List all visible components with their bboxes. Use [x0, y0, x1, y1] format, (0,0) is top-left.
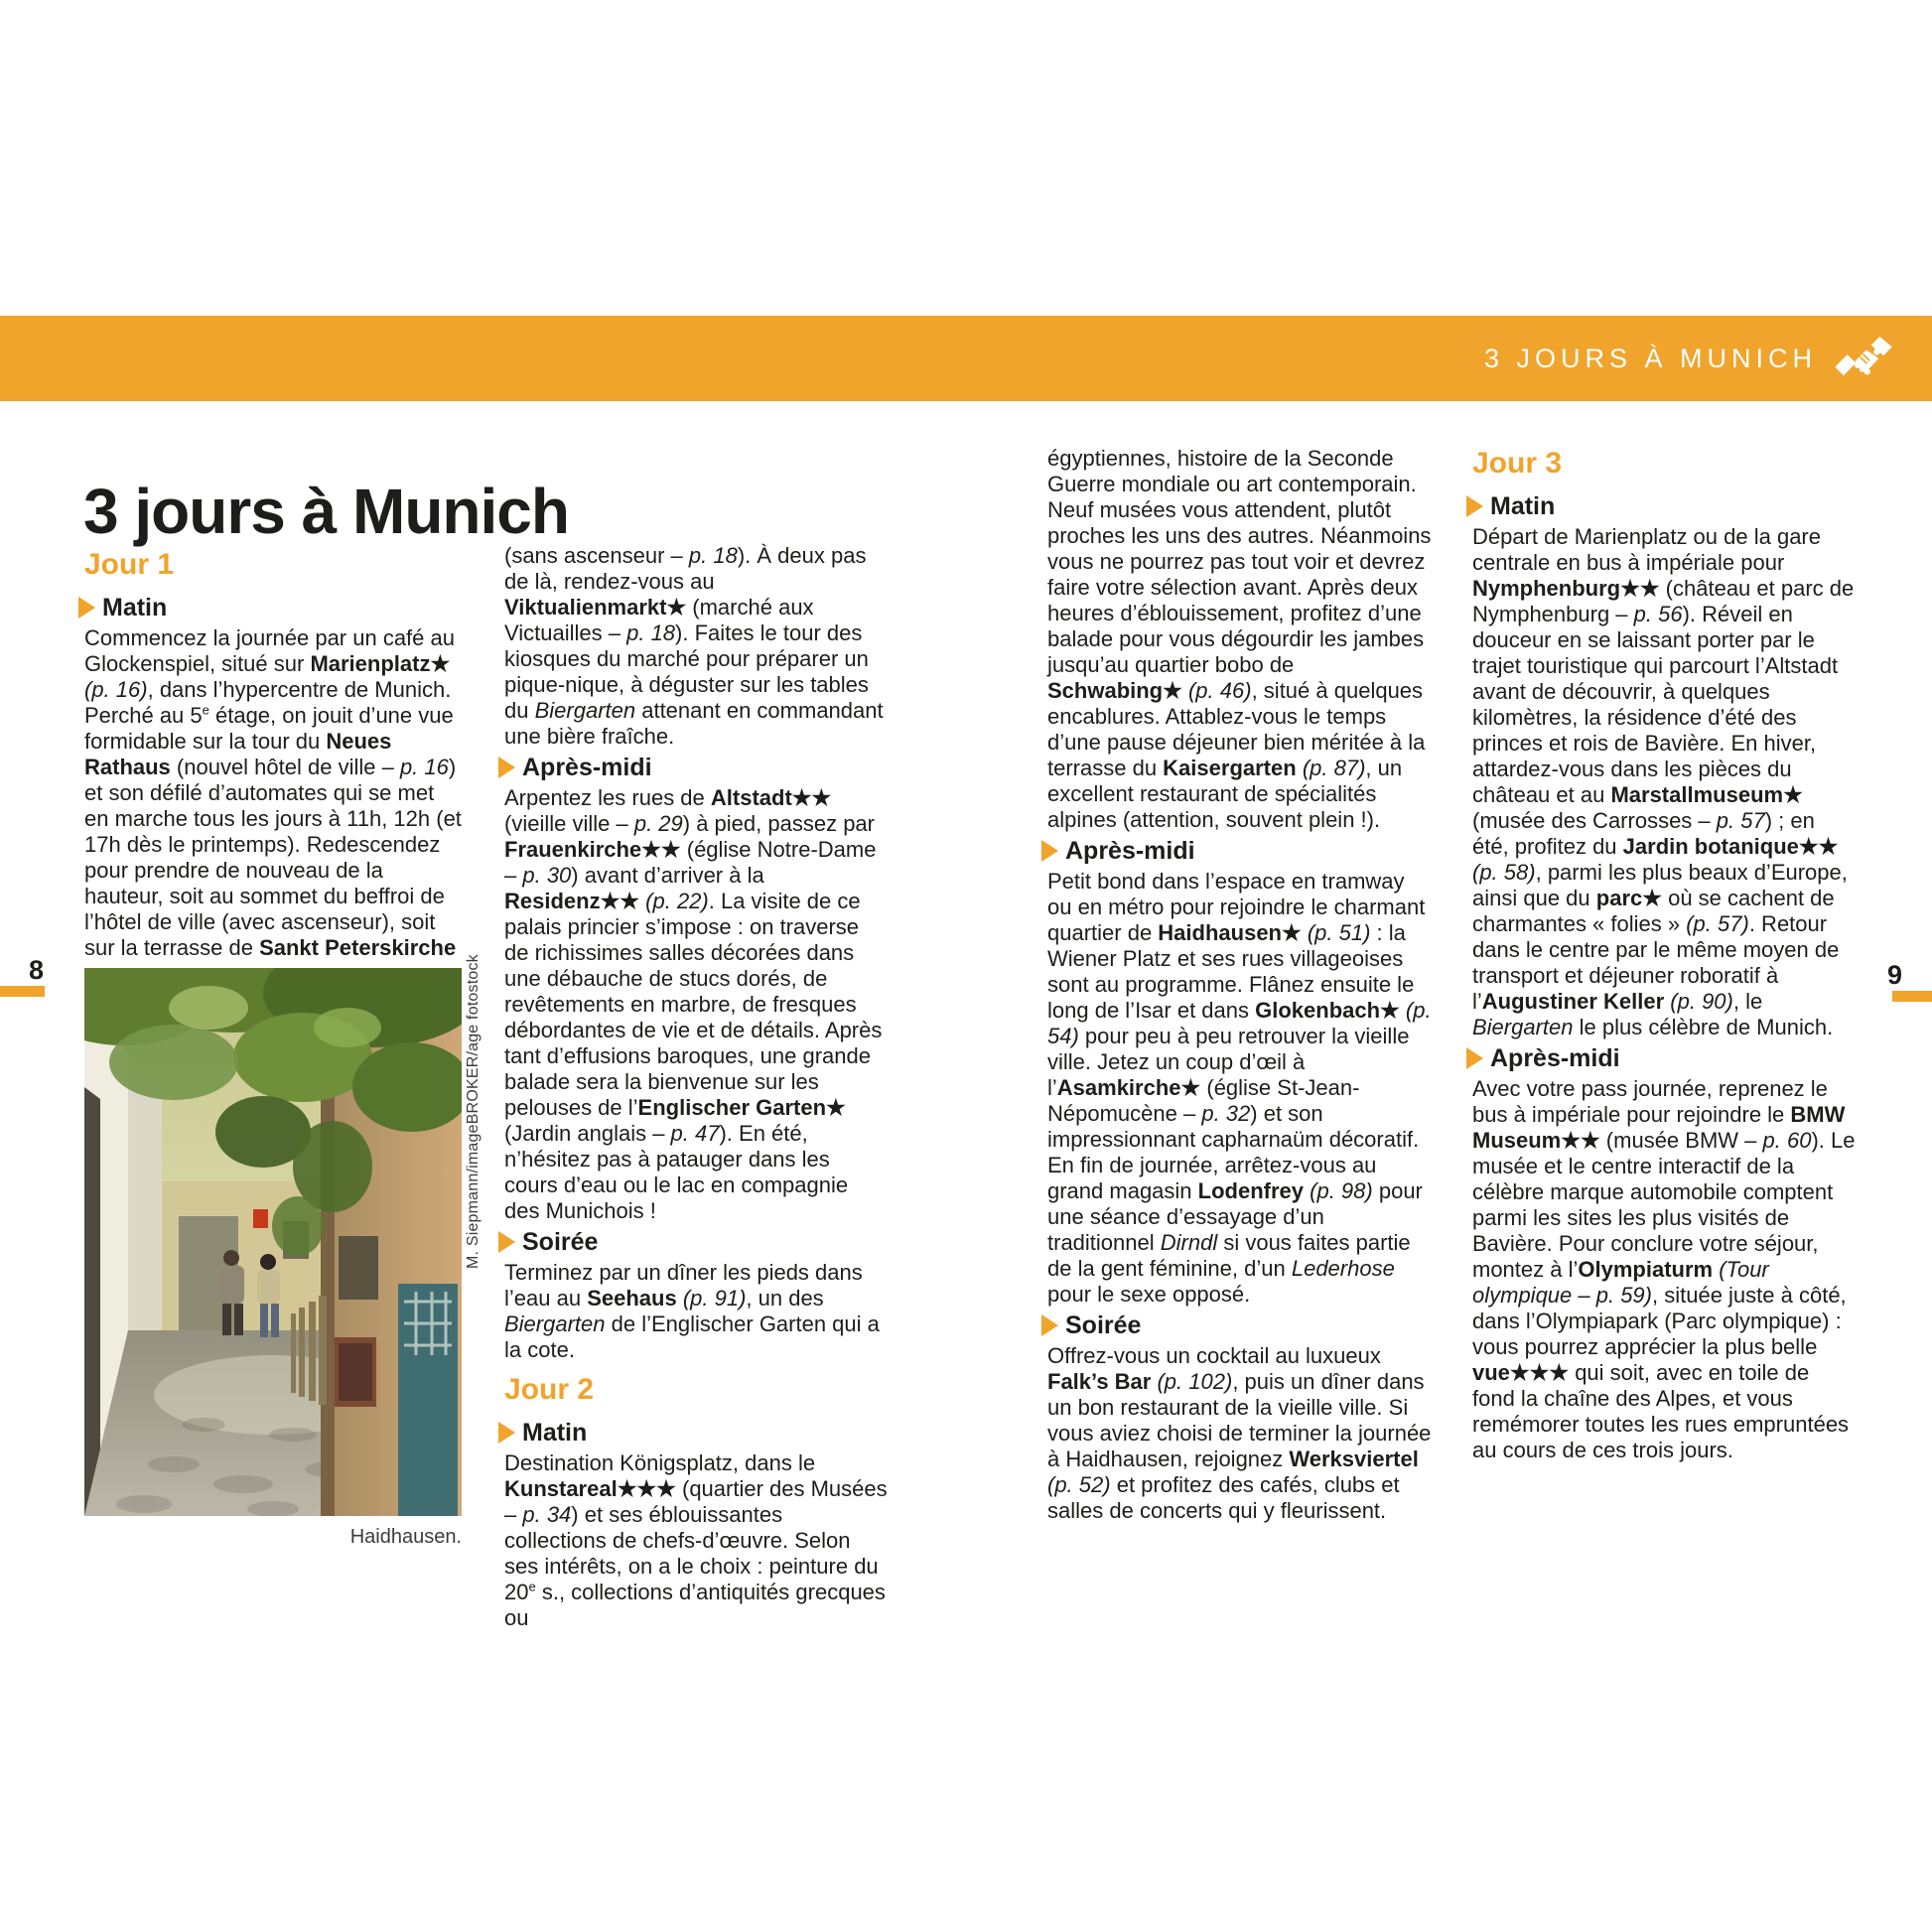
section-heading: [498, 754, 888, 781]
page-number-left: 8: [29, 955, 45, 985]
paragraph: Arpentez les rues de Altstadt★★ (vieille ville – p. 29) à pied, passez par Frauenkirche★★ (église Notre-Dame – p. 30) avant d’arriver à la Residenz★★ (p. 22). La visite de ce palais princier s’impose : on traverse de richissimes salles décorées dans une débauche de stucs dorés, de revêtements en marbre, de fresques débordantes de vie et de détails. Après tant d’effusions baroques, une grande balade sera la bienvenue sur les pelouses de l’Englischer Garten★ (Jardin anglais – p. 47). En été, n’hésitez pas à patauger dans les cours d’eau ou le lac en compagnie des Munichois !: [504, 785, 883, 1223]
triangle-bullet-icon: [498, 1422, 515, 1444]
paragraph: Départ de Marienplatz ou de la gare centrale en bus à impériale pour Nymphenburg★★ (château et parc de Nymphenburg – p. 56). Réveil en douceur en se laissant porter par le trajet touristique qui parcourt l’Altstadt avant de découvrir, à quelques kilomètres, la résidence d’été des princes et rois de Bavière. En hiver, attardez-vous dans les pièces du château et au Marstallmuseum★ (musée des Carrosses – p. 57) ; en été, profitez du Jardin botanique★★ (p. 58), parmi les plus beaux d’Europe, ainsi que du parc★ où se cachent de charmantes « folies » (p. 57). Retour dans le centre par le même moyen de transport et déjeuner roboratif à l’Augustiner Keller (p. 90), le Biergarten le plus célèbre de Munich.: [1472, 524, 1855, 1039]
triangle-bullet-icon: [1466, 1047, 1483, 1069]
triangle-bullet-icon: [498, 757, 515, 778]
column-2: [504, 543, 888, 1635]
paragraph: Terminez par un dîner les pieds dans l’eau au Seehaus (p. 91), un des Biergarten de l’Englischer Garten qui a la cote.: [504, 1260, 880, 1362]
section-label: Matin: [1490, 492, 1556, 520]
section-label: Matin: [522, 1419, 588, 1447]
section-heading: [1466, 1044, 1856, 1072]
triangle-bullet-icon: [78, 597, 95, 619]
column-1: [84, 548, 464, 965]
street-photo: [84, 968, 462, 1516]
paragraph: Commencez la journée par un café au Glockenspiel, situé sur Marienplatz★ (p. 16), dans l’hypercentre de Munich. Perché au 5e étage, on jouit d’une vue formidable sur la tour du Neues Rathaus (nouvel hôtel de ville – p. 16) et son défilé d’automates qui se met en marche tous les jours à 11h, 12h (et 17h dès le printemps). Redescendez pour prendre de nouveau de la hauteur, soit au sommet du beffroi de l’hôtel de ville (avec ascenseur), soit sur la terrasse de Sankt Peterskirche: [84, 625, 462, 960]
page-tab-left: [0, 986, 45, 997]
day-heading: Jour 2: [504, 1373, 595, 1406]
section-label: Matin: [102, 594, 168, 621]
triangle-bullet-icon: [498, 1231, 515, 1253]
photo-credit: M. Siepmann/imageBROKER/age fotostock: [465, 954, 482, 1269]
page-title: 3 jours à Munich: [83, 475, 569, 547]
section-heading: [1041, 837, 1433, 865]
section-label: Soirée: [1065, 1311, 1142, 1339]
section-heading: [78, 594, 464, 621]
paragraph: (sans ascenseur – p. 18). À deux pas de là, rendez-vous au Viktualienmarkt★ (marché aux Victuailles – p. 18). Faites le tour des kiosques du marché pour préparer un pique-nique, à déguster sur les tables du Biergarten attenant en commandant une bière fraîche.: [504, 543, 884, 749]
section-heading: [498, 1419, 888, 1447]
day-heading: Jour 3: [1472, 447, 1563, 480]
triangle-bullet-icon: [1466, 495, 1483, 517]
paragraph: égyptiennes, histoire de la Seconde Guerre mondiale ou art contemporain. Neuf musées vous attendent, plutôt proches les uns des autres. Néanmoins vous ne pourrez pas tout voir et devrez faire votre sélection avant. Après deux heures d’éblouissement, profitez d’une balade pour vous dégourdir les jambes jusqu’au quartier bobo de Schwabing★ (p. 46), situé à quelques encablures. Attablez-vous le temps d’une pause déjeuner bien méritée à la terrasse du Kaisergarten (p. 87), un excellent restaurant de spécialités alpines (attention, souvent plein !).: [1047, 446, 1432, 832]
section-label: Soirée: [522, 1228, 599, 1256]
photo-caption: Haidhausen.: [349, 1526, 462, 1548]
running-head: 3 JOURS À MUNICH: [1483, 343, 1817, 373]
paragraph: Offrez-vous un cocktail au luxueux Falk’s Bar (p. 102), puis un dîner dans un bon restaurant de la vieille ville. Si vous aviez choisi de terminer la journée à Haidhausen, rejoignez Werksviertel (p. 52) et profitez des cafés, clubs et salles de concerts qui y fleurissent.: [1047, 1343, 1432, 1523]
section-label: Après-midi: [522, 754, 652, 781]
section-label: Après-midi: [1490, 1044, 1620, 1072]
paragraph: Destination Königsplatz, dans le Kunstareal★★★ (quartier des Musées – p. 34) et ses éblouissantes collections de chefs-d’œuvre. Selon ses intérêts, on a le choix : peinture du 20e s., collections d’antiquités grecques ou: [504, 1450, 888, 1630]
day-heading: Jour 1: [84, 548, 175, 581]
header-band: [0, 316, 1932, 401]
handshake-icon: [1835, 336, 1892, 381]
paragraph: Avec votre pass journée, reprenez le bus à impériale pour rejoindre le BMW Museum★★ (musée BMW – p. 60). Le musée et le centre interactif de la célèbre marque automobile comptent parmi les sites les plus visités de Bavière. Pour conclure votre séjour, montez à l’Olympiaturm (Tour olympique – p. 59), située juste à côté, dans l’Olympiapark (Parc olympique) : vous pourrez apprécier la plus belle vue★★★ qui soit, avec en toile de fond la chaîne des Alpes, et vous remémorer toutes les rues empruntées au cours de ces trois jours.: [1472, 1076, 1856, 1462]
page-tab-right: [1892, 991, 1932, 1002]
page-number-right: 9: [1887, 960, 1903, 990]
section-heading: [498, 1228, 888, 1256]
column-4: [1472, 447, 1856, 1467]
section-heading: [1466, 492, 1856, 520]
section-heading: [1041, 1311, 1433, 1339]
column-3: [1047, 446, 1433, 1528]
paragraph: Petit bond dans l’espace en tramway ou en métro pour rejoindre le charmant quartier de Haidhausen★ (p. 51) : la Wiener Platz et ses rues villageoises sont au programme. Flânez ensuite le long de l’Isar et dans Glokenbach★ (p. 54) pour peu à peu retrouver la vieille ville. Jetez un coup d’œil à l’Asamkirche★ (église St-Jean-Népomucène – p. 32) et son impressionnant capharnaüm décoratif. En fin de journée, arrêtez-vous au grand magasin Lodenfrey (p. 98) pour une séance d’essayage d’un traditionnel Dirndl si vous faites partie de la gent féminine, d’un Lederhose pour le sexe opposé.: [1047, 869, 1432, 1307]
section-label: Après-midi: [1065, 837, 1195, 865]
triangle-bullet-icon: [1041, 1314, 1058, 1336]
triangle-bullet-icon: [1041, 840, 1058, 862]
